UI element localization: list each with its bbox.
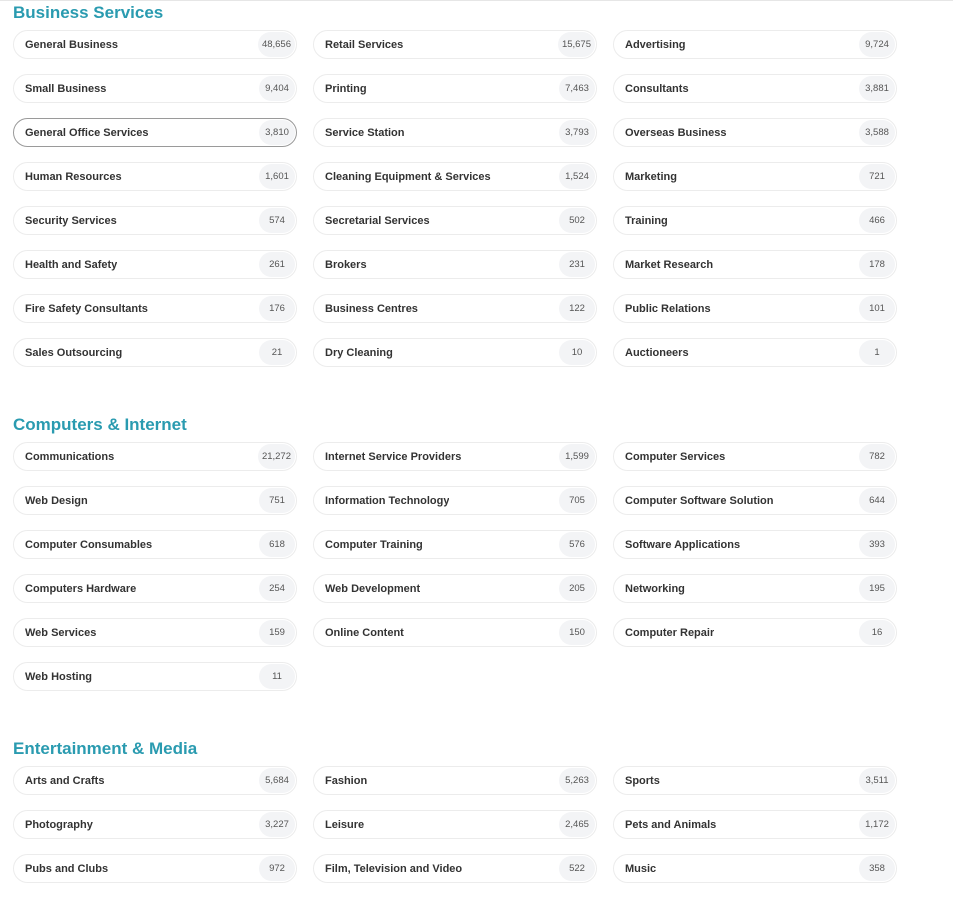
category-link-internet-service-providers[interactable] bbox=[313, 442, 597, 471]
category-link-computer-repair[interactable] bbox=[613, 618, 897, 647]
category-label: Software Applications bbox=[625, 538, 741, 551]
category-label: Arts and Crafts bbox=[25, 774, 105, 787]
category-count-badge: 721 bbox=[859, 164, 895, 189]
category-count-badge: 10 bbox=[559, 340, 595, 365]
category-count-badge: 1 bbox=[859, 340, 895, 365]
category-grid bbox=[13, 30, 897, 367]
category-label: Fire Safety Consultants bbox=[25, 302, 148, 315]
category-link-fashion[interactable] bbox=[313, 766, 597, 795]
category-label: Brokers bbox=[325, 258, 367, 271]
category-count-badge: 176 bbox=[259, 296, 295, 321]
category-count-badge: 2,465 bbox=[559, 812, 595, 837]
category-label: Business Centres bbox=[325, 302, 418, 315]
category-count-badge: 150 bbox=[559, 620, 595, 645]
category-count-badge: 705 bbox=[559, 488, 595, 513]
category-link-health-and-safety[interactable] bbox=[13, 250, 297, 279]
category-count-badge: 3,881 bbox=[859, 76, 895, 101]
category-count-badge: 751 bbox=[259, 488, 295, 513]
category-label: Security Services bbox=[25, 214, 117, 227]
category-link-printing[interactable] bbox=[313, 74, 597, 103]
category-label: Computer Training bbox=[325, 538, 423, 551]
top-divider bbox=[0, 0, 953, 1]
category-count-badge: 1,601 bbox=[259, 164, 295, 189]
category-link-consultants[interactable] bbox=[613, 74, 897, 103]
category-link-information-technology[interactable] bbox=[313, 486, 597, 515]
category-link-training[interactable] bbox=[613, 206, 897, 235]
category-label: Public Relations bbox=[625, 302, 711, 315]
category-label: Internet Service Providers bbox=[325, 450, 462, 463]
category-label: Human Resources bbox=[25, 170, 122, 183]
category-label: Marketing bbox=[625, 170, 677, 183]
category-count-badge: 3,227 bbox=[259, 812, 295, 837]
category-link-auctioneers[interactable] bbox=[613, 338, 897, 367]
category-link-secretarial-services[interactable] bbox=[313, 206, 597, 235]
category-count-badge: 9,724 bbox=[859, 32, 895, 57]
category-count-badge: 3,810 bbox=[259, 120, 295, 145]
category-count-badge: 195 bbox=[859, 576, 895, 601]
category-link-software-applications[interactable] bbox=[613, 530, 897, 559]
category-link-computer-services[interactable] bbox=[613, 442, 897, 471]
category-link-advertising[interactable] bbox=[613, 30, 897, 59]
category-count-badge: 11 bbox=[259, 664, 295, 689]
category-label: Advertising bbox=[625, 38, 686, 51]
category-label: Sales Outsourcing bbox=[25, 346, 123, 359]
category-link-human-resources[interactable] bbox=[13, 162, 297, 191]
section-title: Business Services bbox=[13, 3, 164, 22]
category-link-networking[interactable] bbox=[613, 574, 897, 603]
category-link-overseas-business[interactable] bbox=[613, 118, 897, 147]
category-count-badge: 16 bbox=[859, 620, 895, 645]
category-link-film-television-and-video[interactable] bbox=[313, 854, 597, 883]
category-count-badge: 502 bbox=[559, 208, 595, 233]
category-label: Overseas Business bbox=[625, 126, 727, 139]
category-label: Computers Hardware bbox=[25, 582, 137, 595]
category-label: General Office Services bbox=[25, 126, 149, 139]
section-business-services bbox=[13, 3, 913, 359]
category-count-badge: 178 bbox=[859, 252, 895, 277]
category-grid bbox=[13, 766, 897, 883]
category-label: Pets and Animals bbox=[625, 818, 717, 831]
category-link-general-business[interactable] bbox=[13, 30, 297, 59]
category-link-music[interactable] bbox=[613, 854, 897, 883]
category-label: Communications bbox=[25, 450, 115, 463]
category-link-brokers[interactable] bbox=[313, 250, 597, 279]
category-count-badge: 21,272 bbox=[258, 444, 295, 469]
category-link-cleaning-equipment-and-services[interactable] bbox=[313, 162, 597, 191]
category-count-badge: 1,599 bbox=[559, 444, 595, 469]
category-count-badge: 5,684 bbox=[259, 768, 295, 793]
category-link-security-services[interactable] bbox=[13, 206, 297, 235]
category-count-badge: 782 bbox=[859, 444, 895, 469]
category-label: Auctioneers bbox=[625, 346, 689, 359]
category-link-photography[interactable] bbox=[13, 810, 297, 839]
category-count-badge: 5,263 bbox=[559, 768, 595, 793]
category-link-web-services[interactable] bbox=[13, 618, 297, 647]
category-link-communications[interactable] bbox=[13, 442, 297, 471]
category-label: Web Design bbox=[25, 494, 88, 507]
category-count-badge: 7,463 bbox=[559, 76, 595, 101]
category-count-badge: 205 bbox=[559, 576, 595, 601]
category-count-badge: 576 bbox=[559, 532, 595, 557]
category-label: Film, Television and Video bbox=[325, 862, 463, 875]
category-label: Web Hosting bbox=[25, 670, 93, 683]
category-count-badge: 1,524 bbox=[559, 164, 595, 189]
category-label: Consultants bbox=[625, 82, 689, 95]
category-link-computers-hardware[interactable] bbox=[13, 574, 297, 603]
category-link-market-research[interactable] bbox=[613, 250, 897, 279]
category-label: Health and Safety bbox=[25, 258, 118, 271]
category-link-arts-and-crafts[interactable] bbox=[13, 766, 297, 795]
category-count-badge: 358 bbox=[859, 856, 895, 881]
category-count-badge: 574 bbox=[259, 208, 295, 233]
category-label: Photography bbox=[25, 818, 93, 831]
category-count-badge: 21 bbox=[259, 340, 295, 365]
category-link-computer-training[interactable] bbox=[313, 530, 597, 559]
category-label: Service Station bbox=[325, 126, 405, 139]
category-link-sales-outsourcing[interactable] bbox=[13, 338, 297, 367]
category-label: Computer Repair bbox=[625, 626, 715, 639]
category-count-badge: 159 bbox=[259, 620, 295, 645]
category-label: General Business bbox=[25, 38, 118, 51]
category-count-badge: 101 bbox=[859, 296, 895, 321]
category-link-retail-services[interactable] bbox=[313, 30, 597, 59]
category-label: Fashion bbox=[325, 774, 368, 787]
category-link-sports[interactable] bbox=[613, 766, 897, 795]
category-label: Computer Services bbox=[625, 450, 726, 463]
category-label: Online Content bbox=[325, 626, 404, 639]
category-label: Training bbox=[625, 214, 668, 227]
category-link-pubs-and-clubs[interactable] bbox=[13, 854, 297, 883]
category-label: Pubs and Clubs bbox=[25, 862, 109, 875]
category-count-badge: 3,511 bbox=[859, 768, 895, 793]
category-label: Information Technology bbox=[325, 494, 450, 507]
section-title: Entertainment & Media bbox=[13, 739, 198, 758]
category-count-badge: 3,793 bbox=[559, 120, 595, 145]
category-label: Cleaning Equipment & Services bbox=[325, 170, 491, 183]
category-count-badge: 3,588 bbox=[859, 120, 895, 145]
category-label: Networking bbox=[625, 582, 685, 595]
category-link-public-relations[interactable] bbox=[613, 294, 897, 323]
category-link-web-development[interactable] bbox=[313, 574, 597, 603]
category-count-badge: 9,404 bbox=[259, 76, 295, 101]
category-link-marketing[interactable] bbox=[613, 162, 897, 191]
category-count-badge: 393 bbox=[859, 532, 895, 557]
category-count-badge: 231 bbox=[559, 252, 595, 277]
category-link-small-business[interactable] bbox=[13, 74, 297, 103]
category-count-badge: 254 bbox=[259, 576, 295, 601]
section-title: Computers & Internet bbox=[13, 415, 187, 434]
category-label: Dry Cleaning bbox=[325, 346, 393, 359]
category-count-badge: 48,656 bbox=[258, 32, 295, 57]
category-link-computer-software-solution[interactable] bbox=[613, 486, 897, 515]
category-label: Secretarial Services bbox=[325, 214, 430, 227]
category-label: Sports bbox=[625, 774, 660, 787]
category-count-badge: 972 bbox=[259, 856, 295, 881]
category-label: Retail Services bbox=[325, 38, 404, 51]
category-count-badge: 522 bbox=[559, 856, 595, 881]
category-link-leisure[interactable] bbox=[313, 810, 597, 839]
category-link-online-content[interactable] bbox=[313, 618, 597, 647]
category-link-computer-consumables[interactable] bbox=[13, 530, 297, 559]
category-count-badge: 618 bbox=[259, 532, 295, 557]
category-link-fire-safety-consultants[interactable] bbox=[13, 294, 297, 323]
section-computers-internet bbox=[13, 415, 913, 683]
category-link-dry-cleaning[interactable] bbox=[313, 338, 597, 367]
category-label: Web Services bbox=[25, 626, 97, 639]
category-link-service-station[interactable] bbox=[313, 118, 597, 147]
category-count-badge: 1,172 bbox=[859, 812, 895, 837]
category-label: Web Development bbox=[325, 582, 421, 595]
category-link-business-centres[interactable] bbox=[313, 294, 597, 323]
category-link-general-office-services[interactable] bbox=[13, 118, 297, 147]
category-count-badge: 15,675 bbox=[558, 32, 595, 57]
category-count-badge: 466 bbox=[859, 208, 895, 233]
category-link-pets-and-animals[interactable] bbox=[613, 810, 897, 839]
category-label: Market Research bbox=[625, 258, 714, 271]
category-label: Printing bbox=[325, 82, 367, 95]
section-entertainment-media bbox=[13, 739, 913, 875]
category-label: Music bbox=[625, 862, 657, 875]
category-count-badge: 644 bbox=[859, 488, 895, 513]
category-count-badge: 261 bbox=[259, 252, 295, 277]
category-link-web-hosting[interactable] bbox=[13, 662, 297, 691]
category-grid bbox=[13, 442, 897, 691]
category-count-badge: 122 bbox=[559, 296, 595, 321]
category-label: Computer Software Solution bbox=[625, 494, 774, 507]
category-label: Computer Consumables bbox=[25, 538, 153, 551]
category-link-web-design[interactable] bbox=[13, 486, 297, 515]
category-label: Small Business bbox=[25, 82, 107, 95]
category-label: Leisure bbox=[325, 818, 365, 831]
